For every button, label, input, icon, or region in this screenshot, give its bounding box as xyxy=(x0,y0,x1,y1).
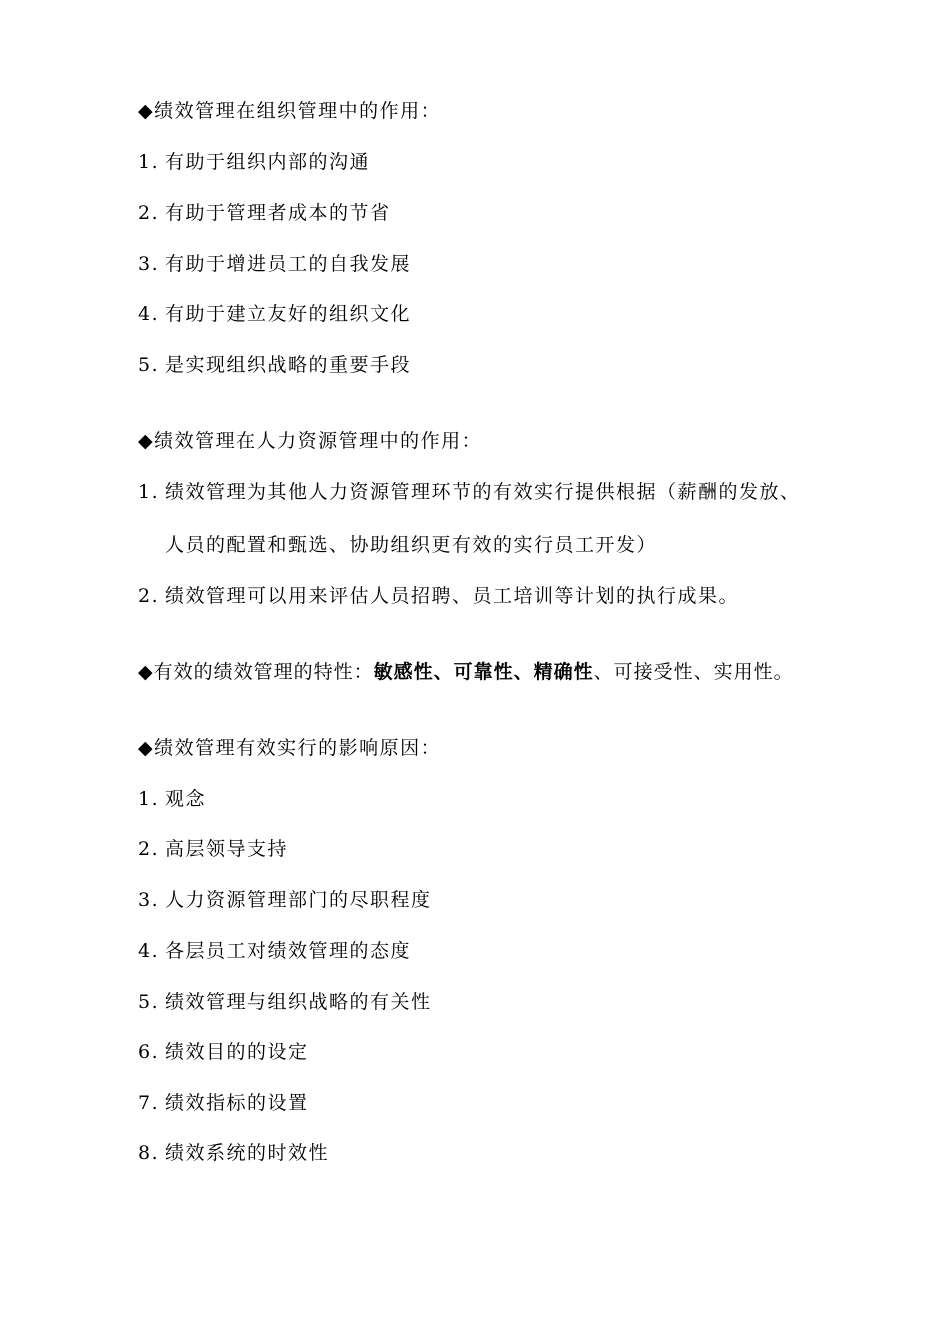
list-number: 4. xyxy=(138,303,160,325)
list-item-text: 人力资源管理部门的尽职程度 xyxy=(165,889,432,911)
characteristics-line xyxy=(138,659,794,685)
list-item-text: 高层领导支持 xyxy=(165,838,289,860)
list-item xyxy=(138,301,411,327)
list-number: 3. xyxy=(138,253,160,275)
list-item xyxy=(138,989,432,1015)
list-item-text: 有助于建立友好的组织文化 xyxy=(165,303,412,325)
list-item xyxy=(138,1140,329,1166)
list-number: 5. xyxy=(138,354,160,376)
list-item xyxy=(138,149,370,175)
list-item xyxy=(138,786,206,812)
characteristics-suffix: 、可接受性、实用性。 xyxy=(593,661,794,683)
list-item-text: 各层员工对绩效管理的态度 xyxy=(165,940,412,962)
list-item-text: 有助于增进员工的自我发展 xyxy=(165,253,412,275)
list-item-text: 绩效指标的设置 xyxy=(165,1092,309,1114)
list-item-text: 有助于组织内部的沟通 xyxy=(165,151,371,173)
list-item-text: 绩效管理为其他人力资源管理环节的有效实行提供根据（薪酬的发放、 xyxy=(165,481,801,503)
list-number: 2. xyxy=(138,838,160,860)
section-heading-org-management: ◆绩效管理在组织管理中的作用： xyxy=(138,100,442,122)
list-number: 3. xyxy=(138,889,160,911)
list-item-text: 绩效管理可以用来评估人员招聘、员工培训等计划的执行成果。 xyxy=(165,585,740,607)
list-number: 1. xyxy=(138,481,160,503)
list-item xyxy=(138,938,411,964)
list-number: 7. xyxy=(138,1092,160,1114)
list-number: 1. xyxy=(138,788,160,810)
list-item xyxy=(138,1039,309,1065)
list-number: 6. xyxy=(138,1041,160,1063)
list-number: 5. xyxy=(138,991,160,1013)
list-number: 8. xyxy=(138,1142,160,1164)
section-heading-influencing-factors: ◆绩效管理有效实行的影响原因： xyxy=(138,737,442,759)
list-item-continuation: 人员的配置和甄选、协助组织更有效的实行员工开发） xyxy=(165,534,658,556)
section-heading-hr-management: ◆绩效管理在人力资源管理中的作用： xyxy=(138,430,483,452)
list-item xyxy=(138,836,288,862)
list-item xyxy=(138,251,411,277)
list-item xyxy=(138,352,411,378)
characteristics-prefix: ◆有效的绩效管理的特性： xyxy=(138,661,374,683)
characteristics-bold: 敏感性、可靠性、精确性 xyxy=(373,661,594,683)
list-item xyxy=(138,887,432,913)
list-item xyxy=(138,200,391,226)
list-item-text: 绩效目的的设定 xyxy=(165,1041,309,1063)
list-number: 2. xyxy=(138,585,160,607)
list-item xyxy=(138,583,739,609)
list-item-text: 观念 xyxy=(165,788,207,810)
list-item-text: 是实现组织战略的重要手段 xyxy=(165,354,412,376)
list-item-text: 有助于管理者成本的节省 xyxy=(165,202,391,224)
list-item xyxy=(138,1090,309,1116)
list-number: 4. xyxy=(138,940,160,962)
list-number: 1. xyxy=(138,151,160,173)
list-item xyxy=(138,479,801,505)
list-item-text: 绩效管理与组织战略的有关性 xyxy=(165,991,432,1013)
list-number: 2. xyxy=(138,202,160,224)
list-item-text: 绩效系统的时效性 xyxy=(165,1142,330,1164)
